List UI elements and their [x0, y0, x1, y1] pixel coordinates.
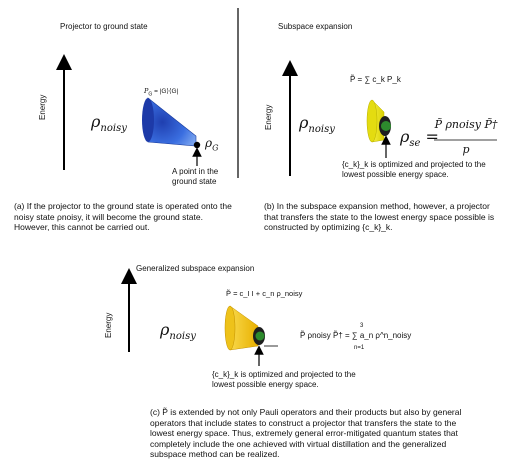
fraction-numerator-b: P̃ ρnoisy P̃† — [434, 118, 498, 131]
projector-cone-b — [367, 100, 391, 142]
sum-equation-c: P̃ ρnoisy P̃† = ∑ a_n ρ^n_noisy — [300, 331, 412, 340]
projector-definition-c: P̃ = c_I I + c_n ρ_noisy — [226, 289, 303, 298]
caption-a: (a) If the projector to the ground state is operated onto the noisy state ρnoisy, it will become the ground state. However, this cannot be carried out. — [14, 201, 232, 232]
ground-point-note: A point in the ground state — [172, 167, 219, 186]
optimization-note-b: {c_k}_k is optimized and projected to the lowest possible energy space. — [342, 160, 486, 179]
panel-a-energy-label: Energy — [38, 94, 47, 120]
panel-a-title: Projector to ground state — [60, 22, 148, 31]
sum-upper-limit: 3 — [360, 323, 364, 329]
caption-c: (c) P̃ is extended by not only Pauli operators and their products but also by general operators that include states to construct a projector that transfers the state to the lowest energy space. Thus, extremely general error-mitigated quantum states that completely include the one achieved with virtual distillation and the generalized subspace method can be realized. — [150, 407, 462, 459]
sum-lower-limit: n=1 — [354, 345, 365, 351]
panel-c-energy-label: Energy — [104, 312, 113, 338]
panel-b-energy-label: Energy — [264, 104, 273, 130]
rho-noisy-b: $\rho_{noisy}$ — [299, 113, 335, 136]
rho-noisy-c: $\rho_{noisy}$ — [160, 320, 196, 343]
projector-definition-a: $P_G$ = |G⟩⟨G| — [144, 87, 179, 98]
ground-state-point — [194, 142, 200, 148]
projector-definition-b: P̃ = ∑ c_k P_k — [350, 75, 401, 84]
rho-se: $\rho_{se}$ = — [400, 127, 439, 150]
fraction-denominator-b: p — [462, 143, 470, 156]
rho-ground-label: $\rho_G$ — [205, 136, 219, 153]
optimization-note-c: {c_k}_k is optimized and projected to the lowest possible energy space. — [212, 370, 356, 389]
projector-cone-a — [142, 98, 196, 146]
caption-b: (b) In the subspace expansion method, however, a projector that transfers the state to the lowest energy space possible is constructed by optimizing {c_k}_k. — [264, 201, 495, 232]
panel-c-title: Generalized subspace expansion — [136, 264, 255, 273]
rho-noisy-a: $\rho_{noisy}$ — [91, 112, 127, 135]
panel-b-title: Subspace expansion — [278, 22, 353, 31]
projector-cone-c — [225, 306, 278, 350]
